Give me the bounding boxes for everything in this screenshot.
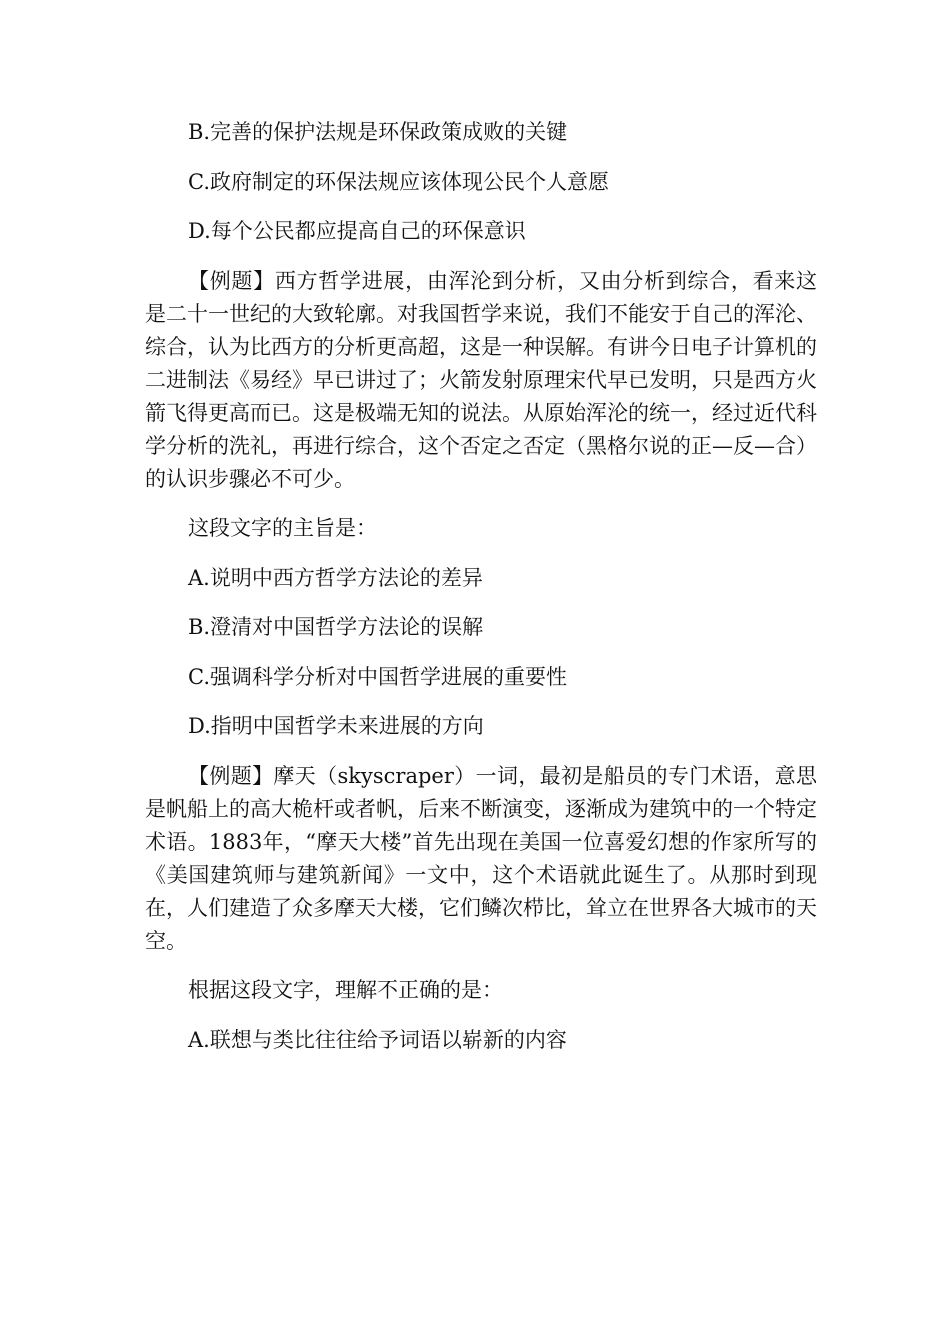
question-text: 根据这段文字，理解不正确的是： bbox=[188, 978, 503, 1002]
option-a: A.联想与类比往往给予词语以崭新的内容 bbox=[188, 1027, 567, 1052]
option-d: D.每个公民都应提高自己的环保意识 bbox=[188, 219, 526, 243]
option-b: B.澄清对中国哲学方法论的误解 bbox=[188, 615, 484, 639]
option-a: A.说明中西方哲学方法论的差异 bbox=[188, 565, 483, 590]
example-paragraph: 【例题】摩天（skyscraper）一词，最初是船员的专门术语，意思是帆船上的高大桅杆或者帆，后来不断演变，逐渐成为建筑中的一个特定术语。1883年，“摩天大楼”首先出现在美国一位喜爱幻想的作家所写的《美国建筑师与建筑新闻》一文中，这个术语就此诞生了。从那时到现在，人们建造了众多摩天大楼，它们鳞次栉比，耸立在世界各大城市的天空。 bbox=[145, 763, 817, 953]
question-text: 这段文字的主旨是： bbox=[188, 516, 377, 540]
option-d: D.指明中国哲学未来进展的方向 bbox=[188, 714, 484, 738]
example-paragraph: 【例题】西方哲学进展，由浑沦到分析，又由分析到综合，看来这是二十一世纪的大致轮廓。对我国哲学来说，我们不能安于自己的浑沦、综合，认为比西方的分析更高超，这是一种误解。有讲今日电子计算机的二进制法《易经》早已讲过了；火箭发射原理宋代早已发明，只是西方火箭飞得更高而已。这是极端无知的说法。从原始浑沦的统一，经过近代科学分析的洗礼，再进行综合，这个否定之否定（黑格尔说的正—反—合）的认识步骤必不可少。 bbox=[145, 268, 817, 491]
option-c: C.强调科学分析对中国哲学进展的重要性 bbox=[188, 664, 567, 689]
option-b: B.完善的保护法规是环保政策成败的关键 bbox=[188, 120, 568, 144]
option-c: C.政府制定的环保法规应该体现公民个人意愿 bbox=[188, 169, 609, 194]
document-body bbox=[145, 116, 817, 1073]
